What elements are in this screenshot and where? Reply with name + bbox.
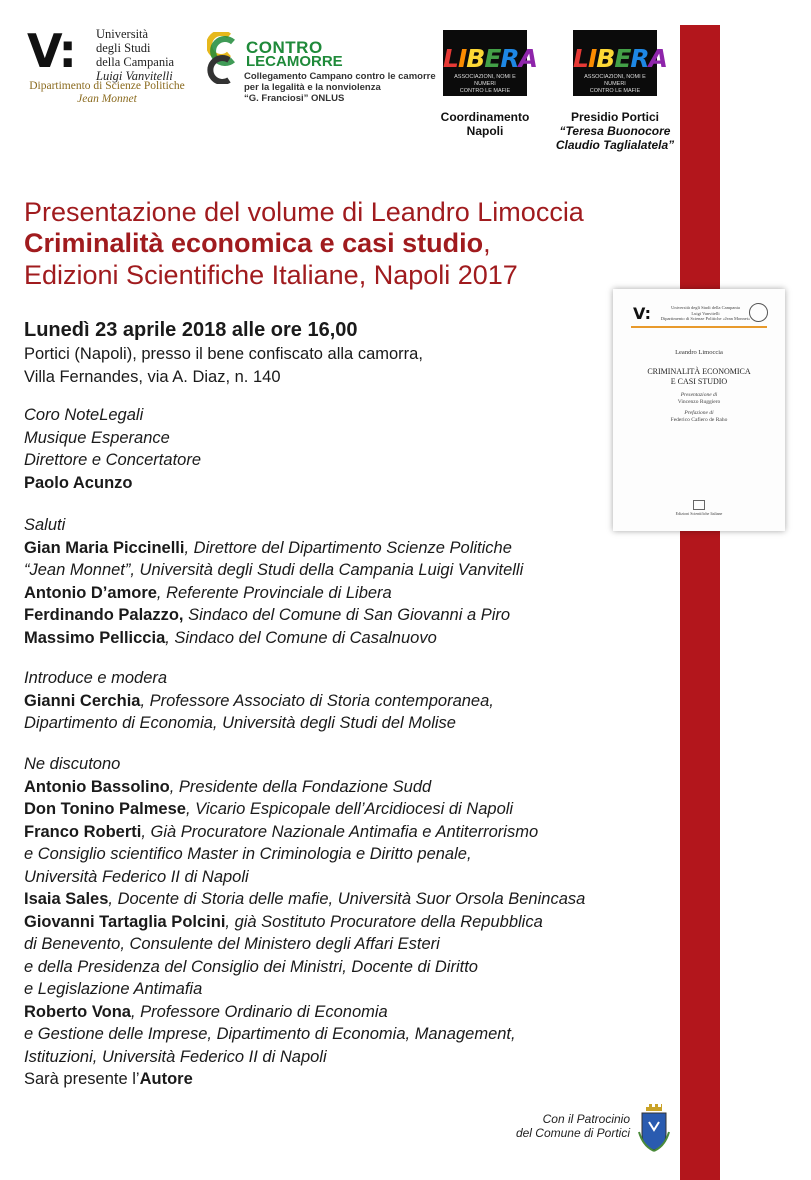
patronage-text: Con il Patrocinio del Comune di Portici <box>515 1112 630 1140</box>
author-presence: Sarà presente l’Autore <box>24 1070 193 1088</box>
speaker-entry: Antonio D’amore, Referente Provinciale di Libera <box>24 583 392 602</box>
university-logo-mark: V: <box>27 24 75 78</box>
red-vertical-bar <box>680 25 720 1180</box>
contro-le-camorre-logo-icon <box>207 32 243 84</box>
department-name: Dipartimento di Scienze Politiche Jean Monnet <box>29 80 185 105</box>
speaker-entry: Massimo Pelliccia, Sindaco del Comune di Casalnuovo <box>24 628 437 647</box>
libera-wordmark: LIBERA <box>573 44 668 73</box>
event-details <box>24 317 423 388</box>
section-heading: Introduce e modera <box>24 669 168 687</box>
book-cover-publisher: Edizioni Scientifiche Italiane <box>675 511 723 516</box>
libera-logo-portici: LIBERA ASSOCIAZIONI, NOMI E NUMERI CONTRO LE MAFIE <box>573 30 657 96</box>
speaker-entry: Don Tonino Palmese, Vicario Espicopale dell’Arcidiocesi di Napoli <box>24 800 514 818</box>
publisher-logo-icon <box>693 500 705 510</box>
speaker-entry: Gian Maria Piccinelli, Direttore del Dipartimento Scienze Politiche <box>24 538 512 557</box>
book-cover-preface: Prefazione di Federico Cafiero de Raho <box>670 410 728 423</box>
libera-logo-napoli: LIBERA ASSOCIAZIONI, NOMI E NUMERI CONTRO LE MAFIE <box>443 30 527 96</box>
speaker-entry: Giovanni Tartaglia Polcini, già Sostituto Procuratore della Repubblica <box>24 912 543 931</box>
speaker-entry: Ferdinando Palazzo, Sindaco del Comune di San Giovanni a Piro <box>24 606 511 624</box>
contro-logo-text: CONTRO <box>246 38 323 57</box>
moderator-section: Introduce e modera Gianni Cerchia, Professore Associato di Storia contemporanea, Dipartimento di Economia, Università degli Studi del Molise <box>24 669 494 732</box>
panel-section: Ne discutono Antonio Bassolino, Presidente della Fondazione Sudd Don Tonino Palmese, Vicario Espicopale dell’Arcidiocesi di Napoli Franco Roberti, Già Procuratore Nazionale Antimafia e Antiterrorismo e Consiglio scientifico Master in Criminologia e Diritto penale, Università Federico II di Napoli Isaia Sales, Docente di Storia delle mafie, Università Suor Orsola Benincasa Giovanni Tartaglia Polcini, già Sostituto Procuratore della Repubblica di Benevento, Consulente del Ministero degli Affari Esteri e della Presidenza del Consiglio dei Ministri, Docente di Diritto e Legislazione Antimafia Roberto Vona, Professore Ordinario di Economia e Gestione delle Imprese, Dipartimento di Economia, Management, Istituzioni, Università Federico II di Napoli Sarà presente l’Autore <box>24 753 585 1091</box>
event-date: Lunedì 23 aprile 2018 alle ore 16,00 <box>24 319 358 341</box>
saluti-section: Saluti Gian Maria Piccinelli, Direttore del Dipartimento Scienze Politiche “Jean Monnet”, Università degli Studi della Campania Luigi Vanvitelli Antonio D’amore, Referente Provinciale di Libera Ferdinando Palazzo, Sindaco del Comune di San Giovanni a Piro Massimo Pelliccia, Sindaco del Comune di Casalnuovo <box>24 514 523 649</box>
book-title: Criminalità economica e casi studio, <box>24 228 491 258</box>
book-cover-presentation: Presentazione di Vincenzo Ruggiero <box>677 392 721 405</box>
section-heading: Ne discutono <box>24 755 121 773</box>
libera-wordmark: LIBERA <box>443 44 538 73</box>
music-section: Coro NoteLegali Musique Esperance Direttore e Concertatore Paolo Acunzo <box>24 406 201 492</box>
speaker-entry: Gianni Cerchia, Professore Associato di Storia contemporanea, <box>24 691 494 710</box>
speaker-entry: Antonio Bassolino, Presidente della Fondazione Sudd <box>24 777 432 796</box>
book-cover-title: CRIMINALITÀ ECONOMICA E CASI STUDIO <box>647 367 751 386</box>
contro-le-camorre-subtitle: Collegamento Campano contro le camorre per la legalità e la nonviolenza “G. Franciosi” ONLUS <box>244 71 436 104</box>
portici-crest-icon <box>637 1102 671 1152</box>
speaker-entry: Franco Roberti, Già Procuratore Nazionale Antimafia e Antiterrorismo <box>24 822 539 841</box>
book-cover-image <box>613 289 785 531</box>
book-cover-header: Università degli Studi della Campania Luigi Vanvitelli Dipartimento di Scienze Politiche «Jean Monnet» <box>660 305 751 321</box>
presidio-portici-caption: Presidio Portici “Teresa Buonocore Claudio Taglialatela” <box>555 110 675 152</box>
lecamorre-logo-text: LECAMORRE <box>246 53 343 70</box>
publisher-line: Edizioni Scientifiche Italiane, Napoli 2017 <box>24 260 518 290</box>
title-line-1: Presentazione del volume di Leandro Limoccia <box>24 197 584 227</box>
university-name: Università degli Studi della Campania Luigi Vanvitelli <box>96 27 175 83</box>
book-cover-author: Leandro Limoccia <box>675 349 723 356</box>
section-heading: Saluti <box>24 516 66 534</box>
book-cover-rule <box>631 326 767 328</box>
event-address: Villa Fernandes, via A. Diaz, n. 140 <box>24 367 281 386</box>
event-place: Portici (Napoli), presso il bene confiscato alla camorra, <box>24 345 423 363</box>
book-cover-logo-mark: V: <box>633 304 652 323</box>
coordinamento-napoli-caption: Coordinamento Napoli <box>440 110 530 138</box>
speaker-entry: Isaia Sales, Docente di Storia delle mafie, Università Suor Orsola Benincasa <box>24 890 586 908</box>
university-seal-icon <box>749 303 768 322</box>
speaker-entry: Roberto Vona, Professore Ordinario di Economia <box>24 1002 388 1021</box>
